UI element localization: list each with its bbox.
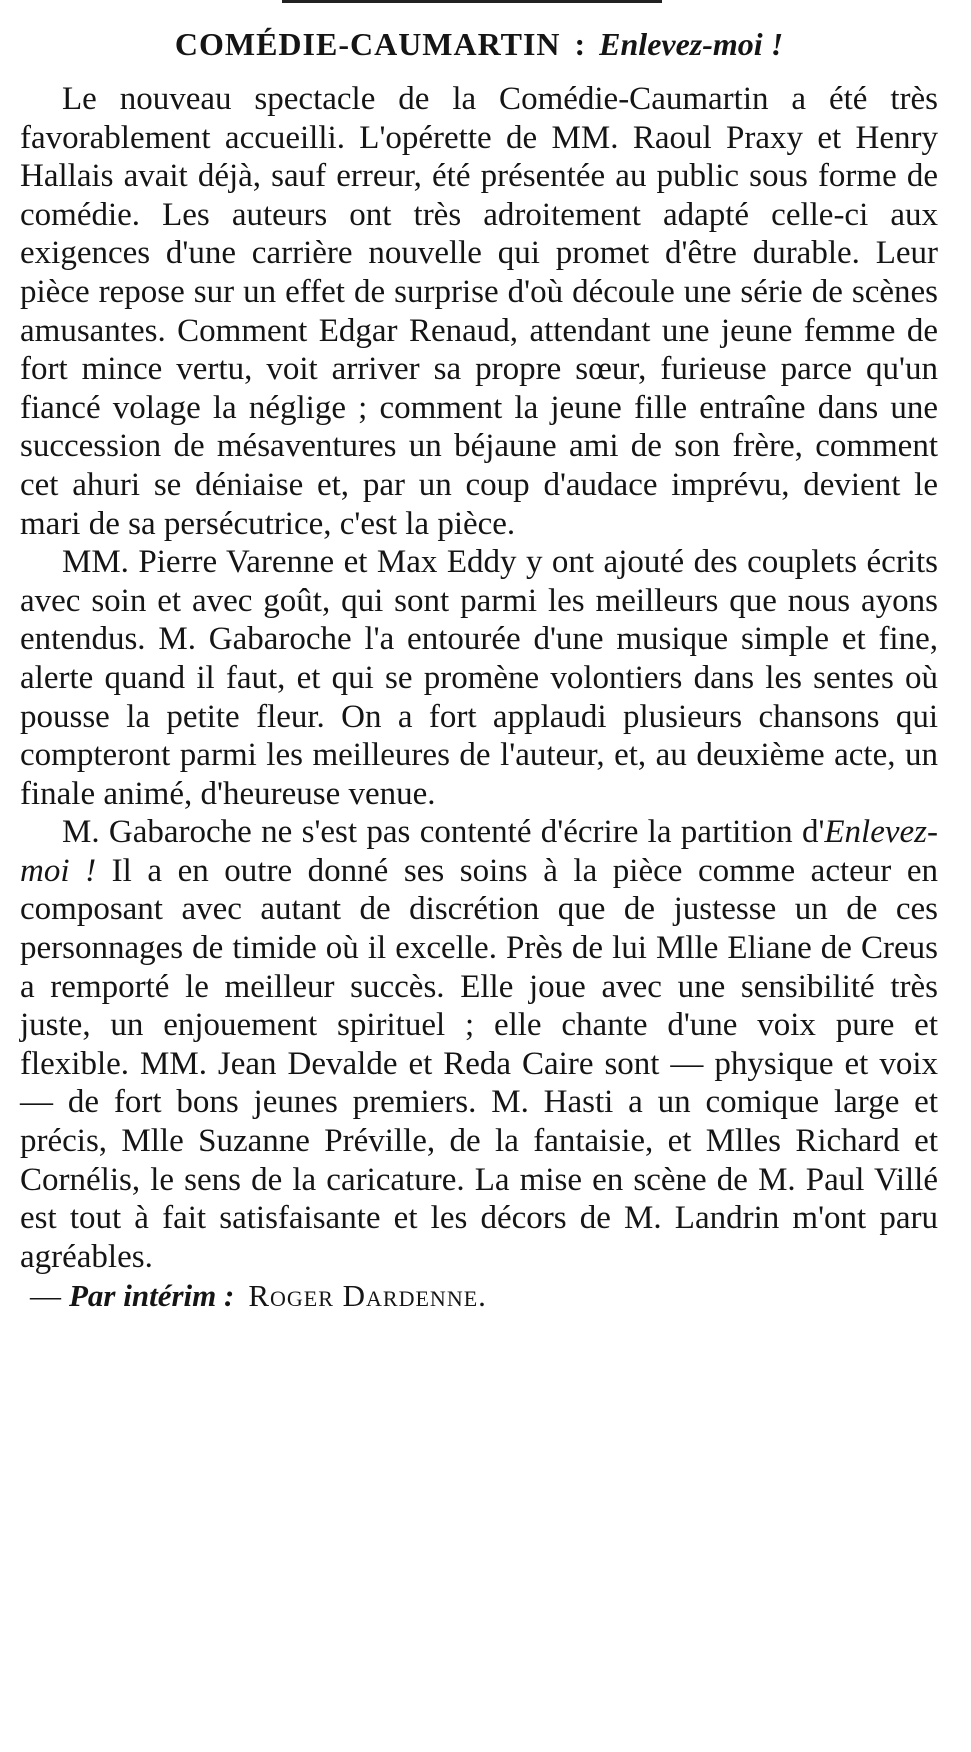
signature-interim: Par intérim : [69, 1278, 235, 1314]
paragraph-3-after: Il a en outre donné ses soins à la pièce comme acteur en composant avec autant de discrétion que de justesse un de ces personnages de timide où il excelle. Près de lui Mlle Eliane de Creus a remporté le meilleur succès. Elle joue avec une sensibilité très juste, un enjouement spirituel ; elle chante d'une voix pure et flexible. MM. Jean Devalde et Reda Caire sont — physique et voix — de fort bons jeunes premiers. M. Hasti a un comique large et précis, Mlle Suzanne Préville, de la fantaisie, et Mlles Richard et Cornélis, le sens de la caricature. La mise en scène de M. Paul Villé est tout à fait satisfaisante et les décors de M. Landrin m'ont paru agréables. [20, 852, 938, 1275]
headline-separator: : [574, 26, 586, 62]
signature-dash: — [30, 1278, 61, 1314]
top-rule [282, 0, 662, 3]
signature-author: Roger Dardenne. [248, 1278, 487, 1314]
article [20, 22, 938, 1316]
paragraph-3-before: M. Gabaroche ne s'est pas contenté d'écrire la partition d' [62, 814, 825, 851]
headline-venue: COMÉDIE-CAUMARTIN [174, 26, 561, 62]
headline-play-title: Enlevez-moi ! [599, 26, 784, 62]
paragraph-3 [20, 813, 938, 1276]
paragraph-2: MM. Pierre Varenne et Max Eddy y ont ajouté des couplets écrits avec soin et avec goût, qui sont parmi les meilleurs que nous ayons entendus. M. Gabaroche l'a entourée d'une musique simple et fine, alerte quand il faut, et qui se promène volontiers dans les sentes où pousse la petite fleur. On a fort applaudi plusieurs chansons qui compteront parmi les meilleures de l'auteur, et, au deuxième acte, un finale animé, d'heureuse venue. [20, 544, 938, 812]
paragraph-3-play-title: Enlevez-moi ! [20, 814, 938, 889]
headline [20, 22, 938, 66]
paragraph-1: Le nouveau spectacle de la Comédie-Caumartin a été très favorablement accueilli. L'opérette de MM. Raoul Praxy et Henry Hallais avait déjà, sauf erreur, été présentée au public sous forme de comédie. Les auteurs ont très adroitement adapté celle-ci aux exigences d'une carrière nouvelle qui promet d'être durable. Leur pièce repose sur un effet de surprise d'où découle une série de scènes amusantes. Comment Edgar Renaud, attendant une jeune femme de fort mince vertu, voit arriver sa propre sœur, furieuse parce qu'un fiancé volage la néglige ; comment la jeune fille entraîne dans une succession de mésaventures un béjaune ami de son frère, comment cet ahuri se déniaise et, par un coup d'audace imprévu, devient le mari de sa persécutrice, c'est la pièce. [20, 81, 938, 542]
signature [20, 1276, 938, 1316]
